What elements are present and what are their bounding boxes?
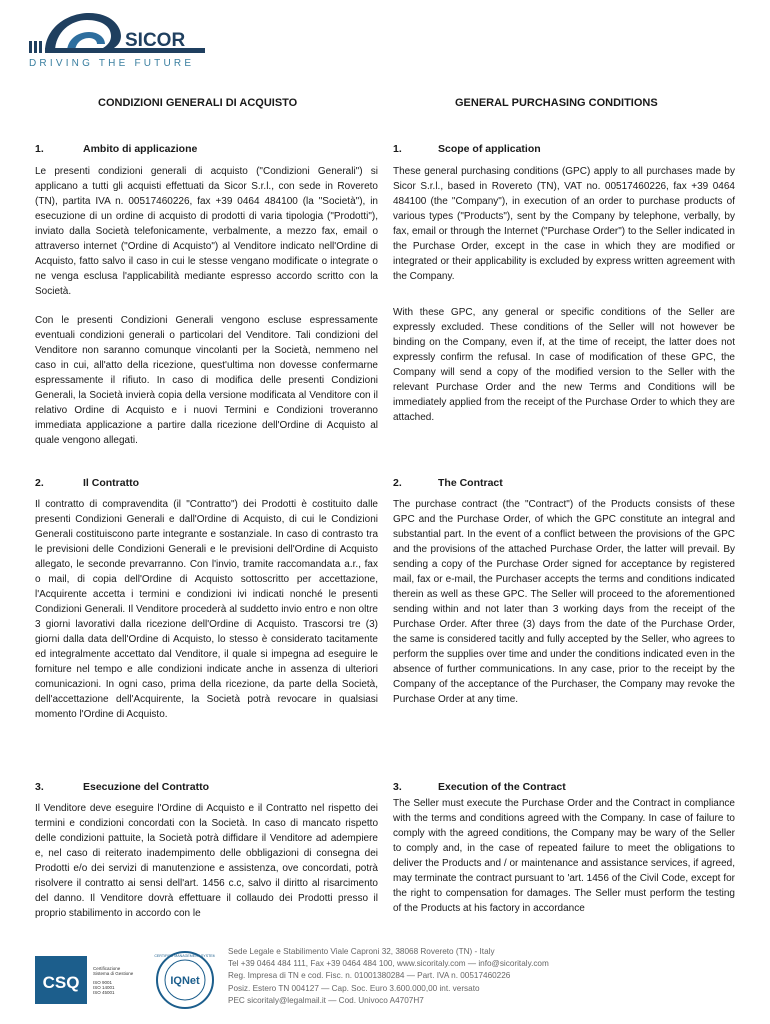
csq-label: CSQ: [42, 973, 80, 992]
footer-line: Reg. Impresa di TN e cod. Fisc. n. 01001380284 — Part. IVA n. 00517460226: [228, 971, 511, 981]
section-title: Esecuzione del Contratto: [83, 781, 210, 793]
section-heading-en-2: [393, 477, 735, 491]
paragraph-it-1b: Con le presenti Condizioni Generali vengono escluse espressamente eventuali condizioni generali o particolari del Venditore. Tali condizioni del Venditore non saranno comunque vincolanti per la Società, nemmeno nel caso in cui, all'atto della ricezione, quest'ultima non dovesse confermarne espressamente il rifiuto. In caso di modifica delle presenti Condizioni Generali, la Società invierà copia della versione modificata al Venditore con il relativo Ordine di Acquisto e i nuovi Termini e Condizioni troveranno immediata applicazione a partire dalla ricezione dell'Ordine di Acquisto al quale vengono allegati.: [35, 315, 378, 446]
section-heading-it-2: [35, 477, 378, 491]
iqnet-ring-text: CERTIFIED MANAGEMENT SYSTEM: [154, 954, 215, 958]
paragraph-en-3: The Seller must execute the Purchase Order and the Contract in compliance with the terms and conditions agreed with the Company. In case of failure to comply with the agreed conditions, the Company may be wary of the Seller to comply and, in the case of repeated failure to meet the obligations to deliver the Products and / or maintenance and assistance services, if agreed, may terminate the contract pursuant to 'art. 1456 of the Civil Code, except for the right to compensation for damages. The Seller must perform the testing of the Products at his factory in accordance: [393, 798, 735, 914]
csq-line: Certificazione: [93, 966, 121, 971]
section-heading-it-3: [35, 781, 378, 795]
paragraph-en-1b: With these GPC, any general or specific conditions of the Seller are expressly excluded. These conditions of the Seller will not however be binding on the Company, even if, at the time of receipt, the latter does not expressly confirm the refusal. In case of modification of these GPC, the Company will send a copy of the modified version to the Seller with the relevant Purchase Order and the new Terms and Conditions will be immediately applied from the receipt of the Purchase Order to which they are attached.: [393, 307, 735, 423]
section-title: Scope of application: [438, 143, 541, 155]
section-number: 1.: [393, 143, 402, 155]
csq-line: Sistema di Gestione: [93, 971, 134, 976]
csq-logo: [35, 948, 215, 1012]
section-heading-en-3: [393, 781, 735, 795]
footer-line: Tel +39 0464 484 111, Fax +39 0464 484 100, www.sicoritaly.com — info@sicoritaly.com: [228, 959, 549, 969]
section-title: Execution of the Contract: [438, 781, 566, 793]
title-english: GENERAL PURCHASING CONDITIONS: [455, 97, 658, 109]
sicor-logo: [27, 8, 207, 73]
brand-tagline: DRIVING THE FUTURE: [29, 58, 195, 69]
section-title: The Contract: [438, 477, 503, 489]
paragraph-it-2: Il contratto di compravendita (il "Contratto") dei Prodotti è costituito dalle presenti Condizioni Generali e dall'Ordine di Acquisto, di cui le Condizioni Generali costituiscono parte integrante e sostanziale. In caso di contrasto tra le previsioni delle Condizioni Generali e le previsioni dell'Ordine di Acquisto allegato, le seconde prevarranno. Con l'invio, tramite raccomandata a.r., fax o mail, di copia dell'Ordine di Acquisto sottoscritto per accettazione, l'Acquirente accetta i termini e condizioni ivi indicati nonché le presenti Condizioni Generali. Il Venditore procederà al suddetto invio entro e non oltre 3 giorni lavorativi dalla ricezione dell'Ordine di Acquisto. Trascorsi tre (3) giorni dalla data dell'Ordine di Acquisto, lo stesso è considerato tacitamente ed integralmente accettato dal Venditore, il quale si impegna ad eseguire le forniture nel tempo e alle condizioni indicate anche in assenza di ulteriori comunicazioni. In ogni caso, prima della ricezione, da parte della Società, dell'accettazione dell'Acquirente, la Società potrà revocare in qualsiasi momento l'Ordine di Acquisto.: [35, 499, 378, 720]
section-title: Il Contratto: [83, 477, 139, 489]
footer-line: Sede Legale e Stabilimento Viale Caproni 32, 38068 Rovereto (TN) - Italy: [228, 947, 495, 956]
paragraph-it-1a: Le presenti condizioni generali di acquisto ("Condizioni Generali") si applicano a tutti gli acquisti effettuati da Sicor S.r.l., con sede in Rovereto (TN), partita IVA n. 00517460226, fax +39 0464 484100 (la "Società"), in esecuzione di un ordine di acquisto di prodotti di varia tipologia ("Prodotti"), inviato dalla Società telefonicamente, verbalmente, a mezzo fax, email o attraverso internet ("Ordine di Acquisto") al Venditore indicato nell'Ordine di Acquisto, fatto salvo il caso in cui le stesse vengano modificate o integrate o ne venga esclusa l'applicabilità mediante espresso accordo scritto con la Società.: [35, 166, 378, 297]
brand-wordmark: SICOR: [125, 30, 186, 51]
section-heading-en-1: [393, 143, 735, 157]
paragraph-en-1a: These general purchasing conditions (GPC) apply to all purchases made by Sicor S.r.l., based in Rovereto (TN), VAT no. 00517460226, fax +39 0464 484100 (the "Company"), in execution of an order to purchase products of various types ("Products"), sent by the Company by telephone, verbally, by fax, email or through the Internet ("Purchase Order") to the Seller indicated in the Purchase Order, except in the case in which they are modified or integrated or their applicability is excluded by express written agreement with the Company.: [393, 166, 735, 282]
section-number: 3.: [35, 781, 44, 793]
csq-line: ISO 14001: [93, 985, 115, 990]
csq-line: ISO 9001: [93, 980, 113, 985]
title-italian: CONDIZIONI GENERALI DI ACQUISTO: [98, 97, 298, 109]
section-heading-it-1: [35, 143, 378, 157]
section-number: 3.: [393, 781, 402, 793]
certification-logos: [35, 948, 215, 1012]
company-footer: [228, 946, 648, 1007]
section-number: 1.: [35, 143, 44, 155]
section-number: 2.: [393, 477, 402, 489]
footer-line: PEC sicoritaly@legalmail.it — Cod. Univoco A4707H7: [228, 995, 424, 1005]
paragraph-it-3: Il Venditore deve eseguire l'Ordine di Acquisto e il Contratto nel rispetto dei termini e condizioni concordati con la Società. In caso di mancato rispetto delle condizioni pattuite, la Società potrà diffidare il Venditore ad adempiere e, nel caso di reiterato inadempimento delle obbligazioni di consegna dei Prodotti e/o dei servizi di manutenzione e assistenza, ove concordati, potrà risolvere il contratto ai sensi dell'art. 1456 c.c, salvo il diritto al risarcimento del danno. Il Venditore dovrà effettuare il collaudo dei Prodotti presso il proprio stabilimento in accordo con le: [35, 803, 378, 919]
section-number: 2.: [35, 477, 44, 489]
sicor-logo-mark: [27, 8, 207, 58]
iqnet-label: IQNet: [170, 975, 200, 987]
section-title: Ambito di applicazione: [83, 143, 198, 155]
csq-line: ISO 45001: [93, 990, 115, 995]
paragraph-en-2: The purchase contract (the "Contract") of the Products consists of these GPC and the Purchase Order, of which the GPC constitute an integral and substantial part. In the event of a conflict between the provisions of the GPC and the provisions of the attached Purchase Order, the latter will prevail. By sending a copy of the Purchase Order signed for acceptance by registered mail, fax or e-mail, the Purchaser accepts the terms and conditions indicated therein as well as these GPC. The Seller will proceed to the aforementioned sending within and not later than 3 working days from the receipt of the Purchase Order. After three (3) days from the date of the Purchase Order, the same is considered tacitly and fully accepted by the Seller, who agrees to perform the supplies over time and under the conditions indicated even in the absence of further communications. In any case, prior to the receipt by the Company of the acceptance of the Purchaser, the Company may revoke the Purchase Order at any time.: [393, 499, 735, 705]
footer-line: Posiz. Estero TN 004127 — Cap. Soc. Euro 3.600.000,00 int. versato: [228, 983, 480, 993]
